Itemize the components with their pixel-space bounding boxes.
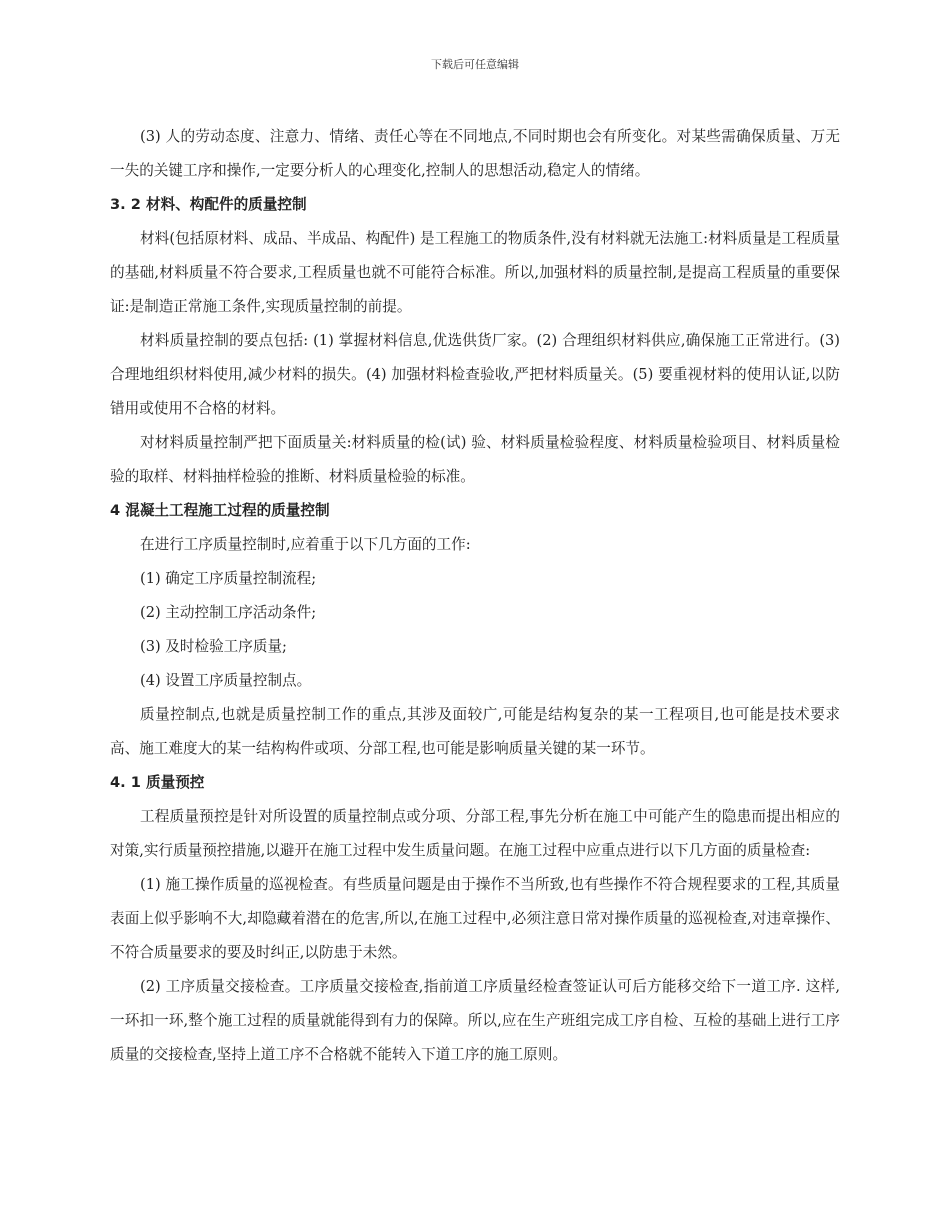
paragraph: 质量控制点,也就是质量控制工作的重点,其涉及面较广,可能是结构复杂的某一工程项目,也可能是技术要求高、施工难度大的某一结构构件或项、分部工程,也可能是影响质量关键的某一环节。 [110, 706, 840, 757]
paragraph: (3) 人的劳动态度、注意力、情绪、责任心等在不同地点,不同时期也会有所变化。对某些需确保质量、万无一失的关键工序和操作,一定要分析人的心理变化,控制人的思想活动,稳定人的情绪。 [110, 128, 840, 179]
section-heading: 3. 2 材料、构配件的质量控制 [110, 196, 307, 213]
paragraph: 对材料质量控制严把下面质量关:材料质量的检(试) 验、材料质量检验程度、材料质量检验项目、材料质量检验的取样、材料抽样检验的推断、材料质量检验的标准。 [110, 434, 840, 485]
paragraph: 工程质量预控是针对所设置的质量控制点或分项、分部工程,事先分析在施工中可能产生的隐患而提出相应的对策,实行质量预控措施,以避开在施工过程中发生质量问题。在施工过程中应重点进行以下几方面的质量检查: [110, 808, 840, 859]
section-heading: 4. 1 质量预控 [110, 774, 205, 791]
paragraph: (2) 工序质量交接检查。工序质量交接检查,指前道工序质量经检查签证认可后方能移交给下一道工序. 这样,一环扣一环,整个施工过程的质量就能得到有力的保障。所以,应在生产班组完成工序自检、互检的基础上进行工序质量的交接检查,坚持上道工序不合格就不能转入下道工序的施工原则。 [110, 978, 840, 1063]
document-body [110, 120, 840, 1072]
list-item: (4) 设置工序质量控制点。 [140, 672, 312, 689]
list-item: (3) 及时检验工序质量; [140, 638, 287, 655]
page-header: 下载后可任意编辑 [431, 58, 519, 71]
list-item: (1) 确定工序质量控制流程; [140, 570, 317, 587]
list-item: (2) 主动控制工序活动条件; [140, 604, 317, 621]
paragraph: 材料(包括原材料、成品、半成品、构配件) 是工程施工的物质条件,没有材料就无法施工:材料质量是工程质量的基础,材料质量不符合要求,工程质量也就不可能符合标准。所以,加强材料的质量控制,是提高工程质量的重要保证:是制造正常施工条件,实现质量控制的前提。 [110, 230, 840, 315]
paragraph: 在进行工序质量控制时,应着重于以下几方面的工作: [140, 536, 471, 553]
section-heading: 4 混凝土工程施工过程的质量控制 [110, 502, 330, 519]
paragraph: (1) 施工操作质量的巡视检查。有些质量问题是由于操作不当所致,也有些操作不符合规程要求的工程,其质量表面上似乎影响不大,却隐藏着潜在的危害,所以,在施工过程中,必须注意日常对操作质量的巡视检查,对违章操作、不符合质量要求的要及时纠正,以防患于未然。 [110, 876, 840, 961]
paragraph: 材料质量控制的要点包括: (1) 掌握材料信息,优选供货厂家。(2) 合理组织材料供应,确保施工正常进行。(3) 合理地组织材料使用,减少材料的损失。(4) 加强材料检查验收,严把材料质量关。(5) 要重视材料的使用认证,以防错用或使用不合格的材料。 [110, 332, 840, 417]
